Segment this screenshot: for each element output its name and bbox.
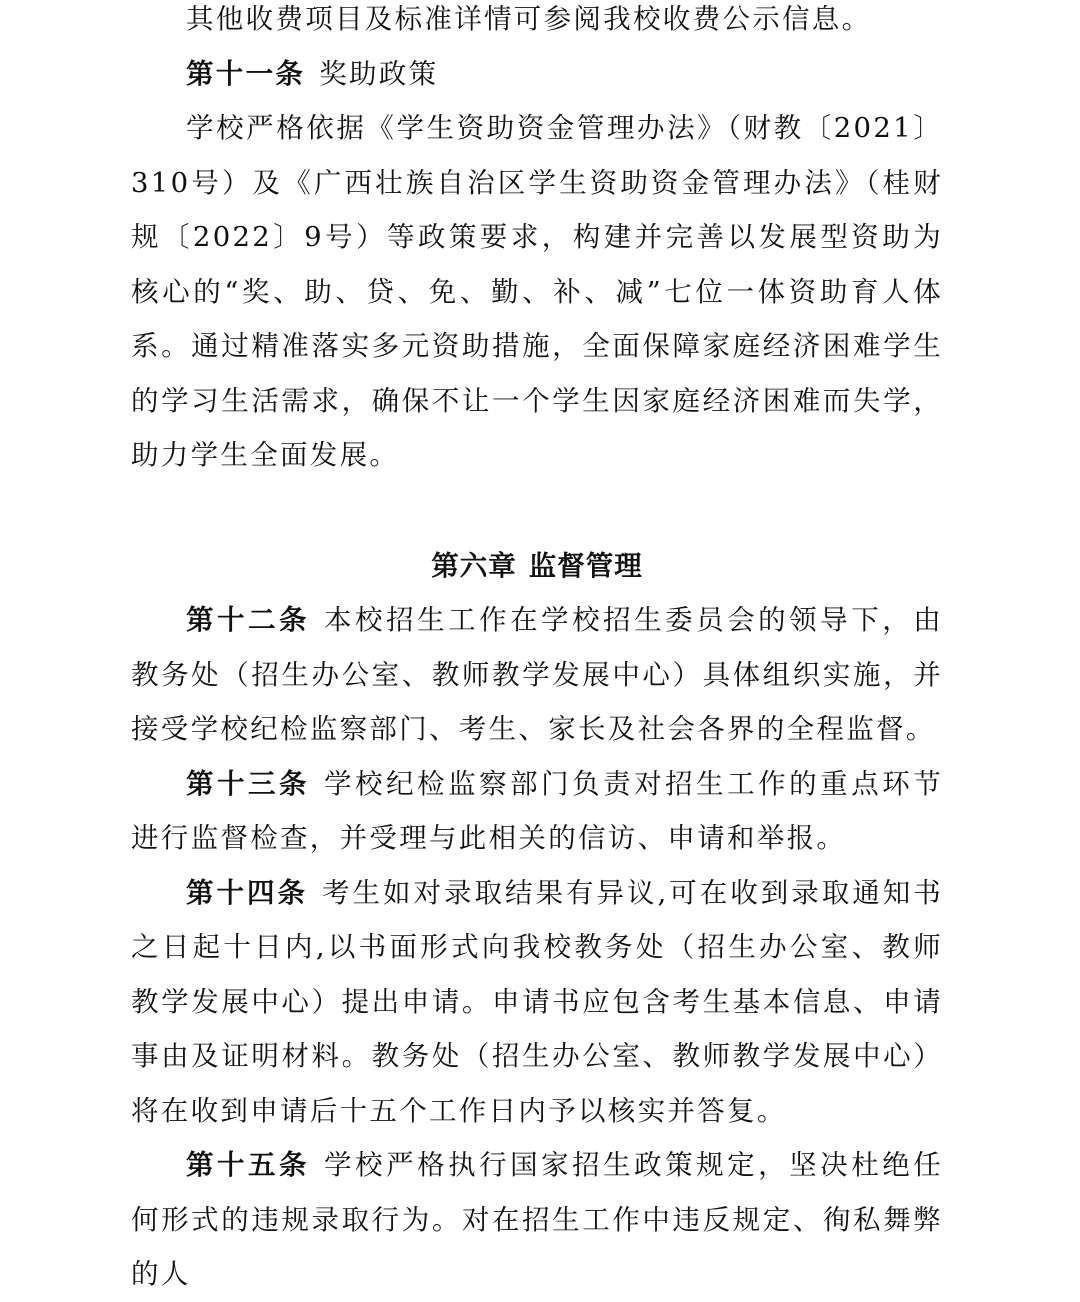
article-13-paragraph	[131, 757, 943, 866]
article-12-body: 本校招生工作在学校招生委员会的领导下，由教务处（招生办公室、教师教学发展中心）具体组织实施，并接受学校纪检监察部门、考生、家长及社会各界的全程监督。	[131, 604, 944, 745]
article-13-heading: 第十三条	[186, 767, 311, 800]
article-15-paragraph	[131, 1138, 943, 1302]
article-11-body: 学校严格依据《学生资助资金管理办法》（财教〔2021〕310号）及《广西壮族自治区学生资助资金管理办法》（桂财规〔2022〕9号）等政策要求，构建并完善以发展型资助为核心的“奖、助、贷、免、勤、补、减”七位一体资助育人体系。通过精准落实多元资助措施，全面保障家庭经济困难学生的学习生活需求，确保不让一个学生因家庭经济困难而失学，助力学生全面发展。	[131, 112, 943, 471]
article-13-body: 学校纪检监察部门负责对招生工作的重点环节进行监督检查，并受理与此相关的信访、申请和举报。	[131, 767, 944, 854]
article-11-heading: 第十一条	[186, 57, 306, 90]
article-15-body: 学校严格执行国家招生政策规定，坚决杜绝任何形式的违规录取行为。对在招生工作中违反规定、徇私舞弊的人	[131, 1149, 944, 1290]
article-15-heading: 第十五条	[186, 1149, 311, 1181]
article-12-heading: 第十二条	[186, 604, 311, 636]
chapter-number: 第六章	[431, 549, 517, 582]
article-11-paragraph	[131, 101, 943, 483]
chapter-title: 监督管理	[528, 549, 643, 582]
article-11-title: 奖助政策	[319, 57, 439, 90]
intro-paragraph	[131, 0, 943, 47]
chapter-heading	[131, 539, 943, 594]
article-14-paragraph	[131, 866, 943, 1139]
intro-text: 其他收费项目及标准详情可参阅我校收费公示信息。	[186, 3, 872, 35]
article-14-heading: 第十四条	[186, 876, 308, 909]
document-page	[131, 0, 943, 1302]
article-12-paragraph	[131, 593, 943, 757]
article-11-heading-line	[131, 47, 943, 102]
article-14-body: 考生如对录取结果有异议,可在收到录取通知书之日起十日内,以书面形式向我校教务处（招生办公室、教师教学发展中心）提出申请。申请书应包含考生基本信息、申请事由及证明材料。教务处（招生办公室、教师教学发展中心）将在收到申请后十五个工作日内予以核实并答复。	[131, 876, 943, 1127]
